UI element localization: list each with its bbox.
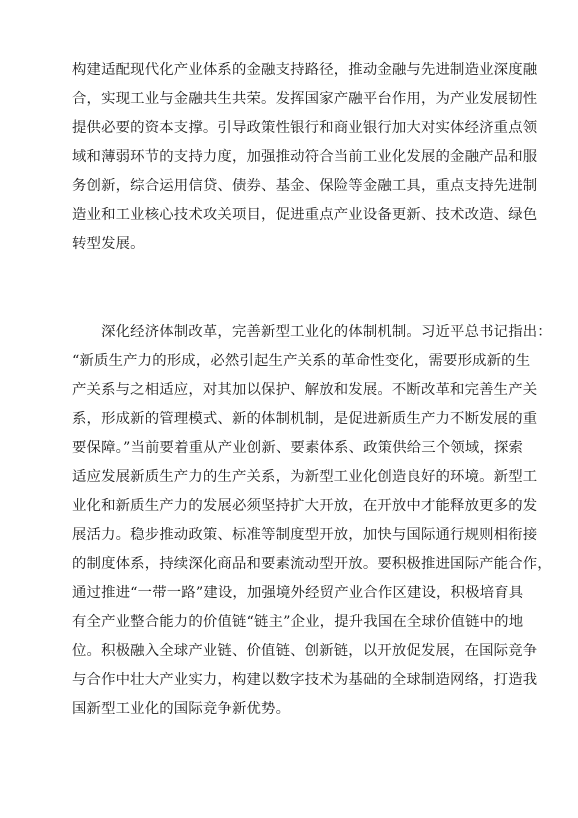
paragraph-line: 有全产业整合能力的价值链“链主”企业，提升我国在全球价值链中的地 xyxy=(72,614,524,630)
paragraph-1 xyxy=(72,56,538,259)
paragraph-line: 系，形成新的管理模式、新的体制机制，是促进新质生产力不断发展的重 xyxy=(72,411,538,427)
paragraph-line: 合，实现工业与金融共生共荣。发挥国家产融平台作用，为产业发展韧性 xyxy=(72,91,538,107)
paragraph-line: 与合作中壮大产业实力，构建以数字技术为基础的全球制造网络，打造我 xyxy=(72,672,538,688)
paragraph-line: 产关系与之相适应，对其加以保护、解放和发展。不断改革和完善生产关 xyxy=(72,382,538,398)
paragraph-line: 提供必要的资本支撑。引导政策性银行和商业银行加大对实体经济重点领 xyxy=(72,120,538,136)
paragraph-line: 深化经济体制改革，完善新型工业化的体制机制。习近平总书记指出： xyxy=(72,324,552,340)
paragraph-line: 务创新，综合运用信贷、债券、基金、保险等金融工具，重点支持先进制 xyxy=(72,178,538,194)
paragraph-line: “新质生产力的形成，必然引起生产关系的革命性变化，需要形成新的生 xyxy=(72,353,531,369)
paragraph-line: 域和薄弱环节的支持力度，加强推动符合当前工业化发展的金融产品和服 xyxy=(72,149,538,165)
paragraph-line: 国新型工业化的国际竞争新优势。 xyxy=(72,701,291,717)
paragraph-line: 通过推进“一带一路”建设，加强境外经贸产业合作区建设，积极培育具 xyxy=(72,585,524,601)
paragraph-line: 适应发展新质生产力的生产关系，为新型工业化创造良好的环境。新型工 xyxy=(72,469,538,485)
paragraph-line: 构建适配现代化产业体系的金融支持路径，推动金融与先进制造业深度融 xyxy=(72,62,538,78)
paragraph-line: 转型发展。 xyxy=(72,236,145,252)
paragraph-line: 展活力。稳步推动政策、标准等制度型开放，加快与国际通行规则相衔接 xyxy=(72,527,538,543)
paragraph-line: 造业和工业核心技术攻关项目，促进重点产业设备更新、技术改造、绿色 xyxy=(72,207,538,223)
paragraph-line: 要保障。”当前要着重从产业创新、要素体系、政策供给三个领域，探索 xyxy=(72,440,524,456)
paragraph-line: 业化和新质生产力的发展必须坚持扩大开放，在开放中才能释放更多的发 xyxy=(72,498,538,514)
paragraph-2 xyxy=(72,318,552,724)
paragraph-line: 的制度体系，持续深化商品和要素流动型开放。要积极推进国际产能合作， xyxy=(72,556,552,572)
paragraph-line: 位。积极融入全球产业链、价值链、创新链，以开放促发展，在国际竞争 xyxy=(72,643,538,659)
